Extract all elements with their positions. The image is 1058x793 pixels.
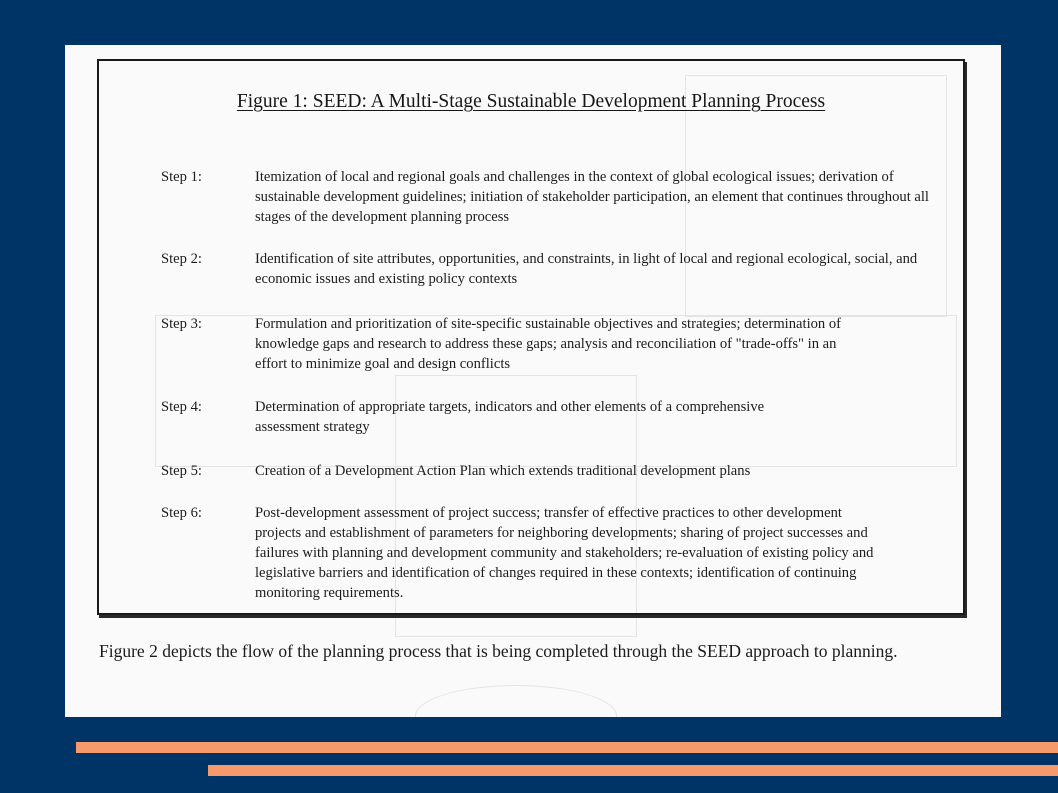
figure-2-caption: Figure 2 depicts the flow of the planning process that is being completed through the SEED approach to planning. (99, 641, 898, 661)
step-label: Step 4: (161, 399, 202, 415)
step-label: Step 3: (161, 316, 202, 332)
step-label: Step 6: (161, 505, 202, 521)
step-description: Formulation and prioritization of site-specific sustainable objectives and strategies; determination of knowledge gaps and research to address these gaps; analysis and reconciliation of "trade-offs" in an effort to minimize goal and design conflicts (255, 316, 842, 372)
step-description: Itemization of local and regional goals and challenges in the context of global ecological issues; derivation of sustainable development guidelines; initiation of stakeholder participation, an element that continues throughout all stages of the development planning process (255, 169, 929, 225)
step-description: Determination of appropriate targets, indicators and other elements of a comprehensive assessment strategy (255, 399, 765, 435)
figure-title: Figure 1: SEED: A Multi-Stage Sustainable Development Planning Process (236, 91, 826, 112)
step-description: Post-development assessment of project success; transfer of effective practices to other development projects and establishment of parameters for neighboring developments; sharing of project successes and failures with planning and development community and stakeholders; re-evaluation of existing policy and legislative barriers and identification of changes required in these contexts; identification of continuing monitoring requirements. (255, 505, 874, 601)
accent-bar-bottom (208, 765, 1058, 776)
accent-bar-top (76, 742, 1058, 753)
bleed-through-ellipse (415, 685, 617, 717)
step-description: Identification of site attributes, opportunities, and constraints, in light of local and regional ecological, social, and economic issues and existing policy contexts (255, 251, 918, 287)
step-label: Step 1: (161, 169, 202, 185)
step-label: Step 5: (161, 463, 202, 479)
step-description: Creation of a Development Action Plan which extends traditional development plans (255, 463, 751, 479)
step-label: Step 2: (161, 251, 202, 267)
figure-1-box (97, 59, 965, 615)
scanned-page (65, 45, 1001, 717)
